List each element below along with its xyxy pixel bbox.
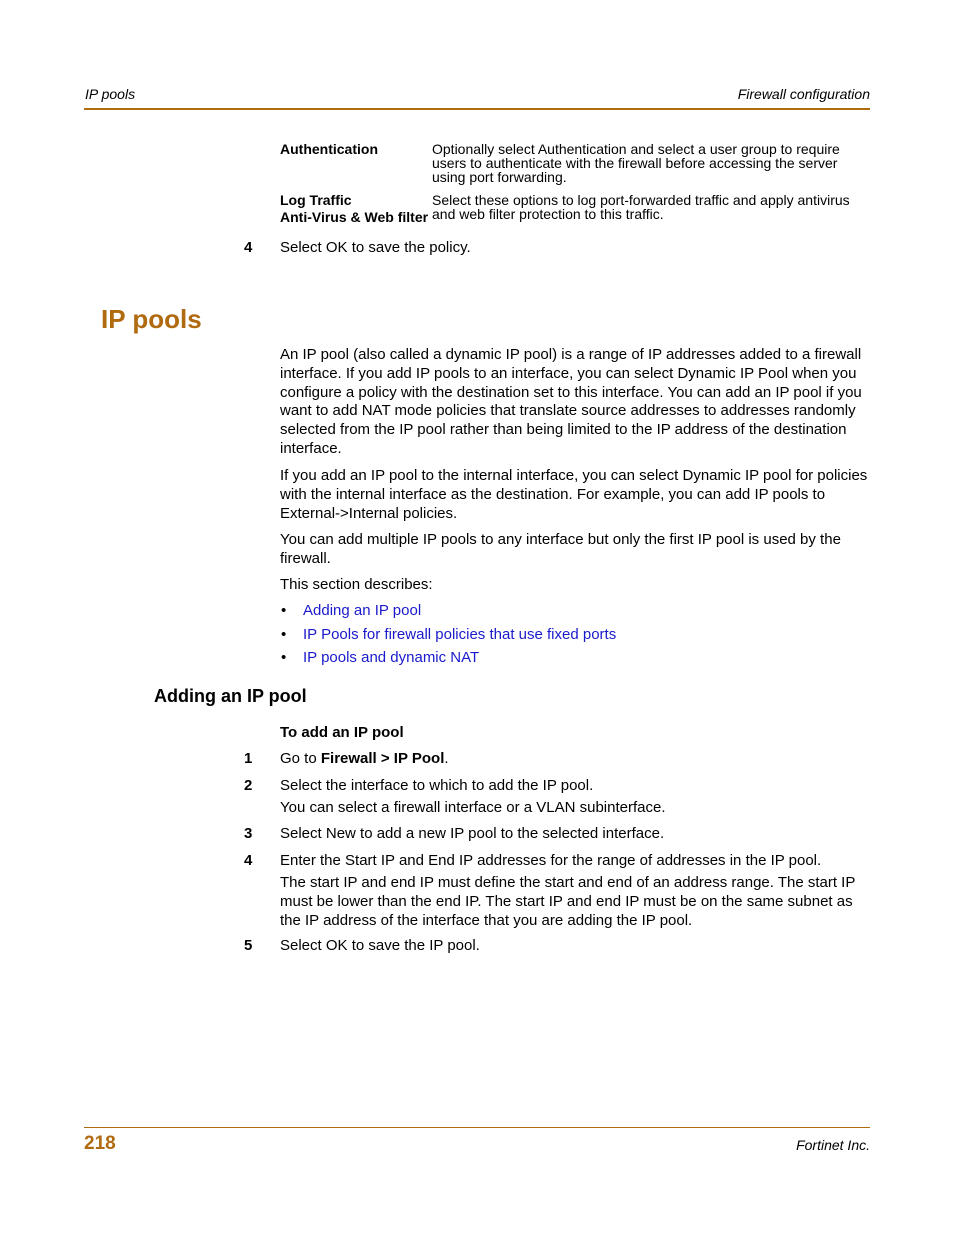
running-header-section: IP pools — [85, 86, 136, 102]
step-note: The start IP and end IP must define the start and end of an address range. The start IP must be lower than the end IP. The start IP and end IP must be on the same subnet as the IP address of the interface that you are adding the IP pool. — [280, 874, 856, 929]
link-adding-an-ip-pool[interactable]: Adding an IP pool — [303, 602, 422, 619]
paragraph-section-describes: This section describes: — [280, 576, 433, 593]
option-desc-authentication: Optionally select Authentication and select a user group to require users to authenticate with the firewall before accessing the server using port forwarding. — [432, 141, 840, 185]
step-number: 4 — [244, 239, 253, 256]
menu-path: Firewall > IP Pool — [320, 750, 445, 767]
section-title: IP pools — [101, 304, 202, 334]
paragraph-multiple-pools: You can add multiple IP pools to any interface but only the first IP pool is used by the firewall. — [280, 531, 841, 567]
footer-rule — [84, 1127, 870, 1128]
header-rule — [84, 108, 870, 110]
option-desc-log-traffic: Select these options to log port-forwarded traffic and apply antivirus and web filter protection to this traffic. — [432, 192, 850, 222]
step-note: You can select a firewall interface or a VLAN subinterface. — [280, 799, 666, 816]
step-text: Select New to add a new IP pool to the selected interface. — [280, 825, 665, 842]
step-text: Enter the Start IP and End IP addresses for the range of addresses in the IP pool. — [280, 852, 822, 869]
paragraph-ip-pool-intro: An IP pool (also called a dynamic IP pool) is a range of IP addresses added to a firewall interface. If you add IP pools to an interface, you can select Dynamic IP Pool when you configure a policy with the destination set to this interface. You can add an IP pool if you want to add NAT mode policies that translate source addresses to addresses randomly selected from the IP pool rather than being limited to the IP address of the destination interface. — [280, 346, 862, 457]
step-text: Select the interface to which to add the IP pool. — [280, 777, 594, 794]
bullet: • — [281, 649, 287, 666]
step-text: Select OK to save the IP pool. — [280, 937, 480, 954]
step-number: 5 — [244, 937, 253, 954]
option-term-antivirus-webfilter: Anti-Virus & Web filter — [280, 209, 429, 225]
step-number: 4 — [244, 852, 253, 869]
subsection-title: Adding an IP pool — [154, 686, 307, 706]
procedure-title: To add an IP pool — [280, 724, 404, 741]
page-number: 218 — [84, 1133, 116, 1154]
step-number: 2 — [244, 777, 253, 794]
option-term-authentication: Authentication — [280, 141, 378, 157]
bullet: • — [281, 626, 287, 643]
step-text-prefix: Go to — [280, 750, 321, 767]
footer-company: Fortinet Inc. — [796, 1137, 870, 1153]
paragraph-internal-interface: If you add an IP pool to the internal interface, you can select Dynamic IP pool for policies with the internal interface as the destination. For example, you can add IP pools to External->Internal policies. — [280, 467, 868, 522]
step-text-go-to — [280, 750, 870, 769]
step-number: 3 — [244, 825, 253, 842]
bullet: • — [281, 602, 287, 619]
option-term-log-traffic: Log Traffic — [280, 192, 352, 208]
step-text: Select OK to save the policy. — [280, 239, 471, 256]
link-ip-pools-fixed-ports[interactable]: IP Pools for firewall policies that use fixed ports — [303, 626, 617, 643]
step-text-suffix: . — [444, 750, 449, 767]
step-number: 1 — [244, 750, 253, 767]
link-ip-pools-dynamic-nat[interactable]: IP pools and dynamic NAT — [303, 649, 480, 666]
running-header-chapter: Firewall configuration — [737, 86, 870, 102]
